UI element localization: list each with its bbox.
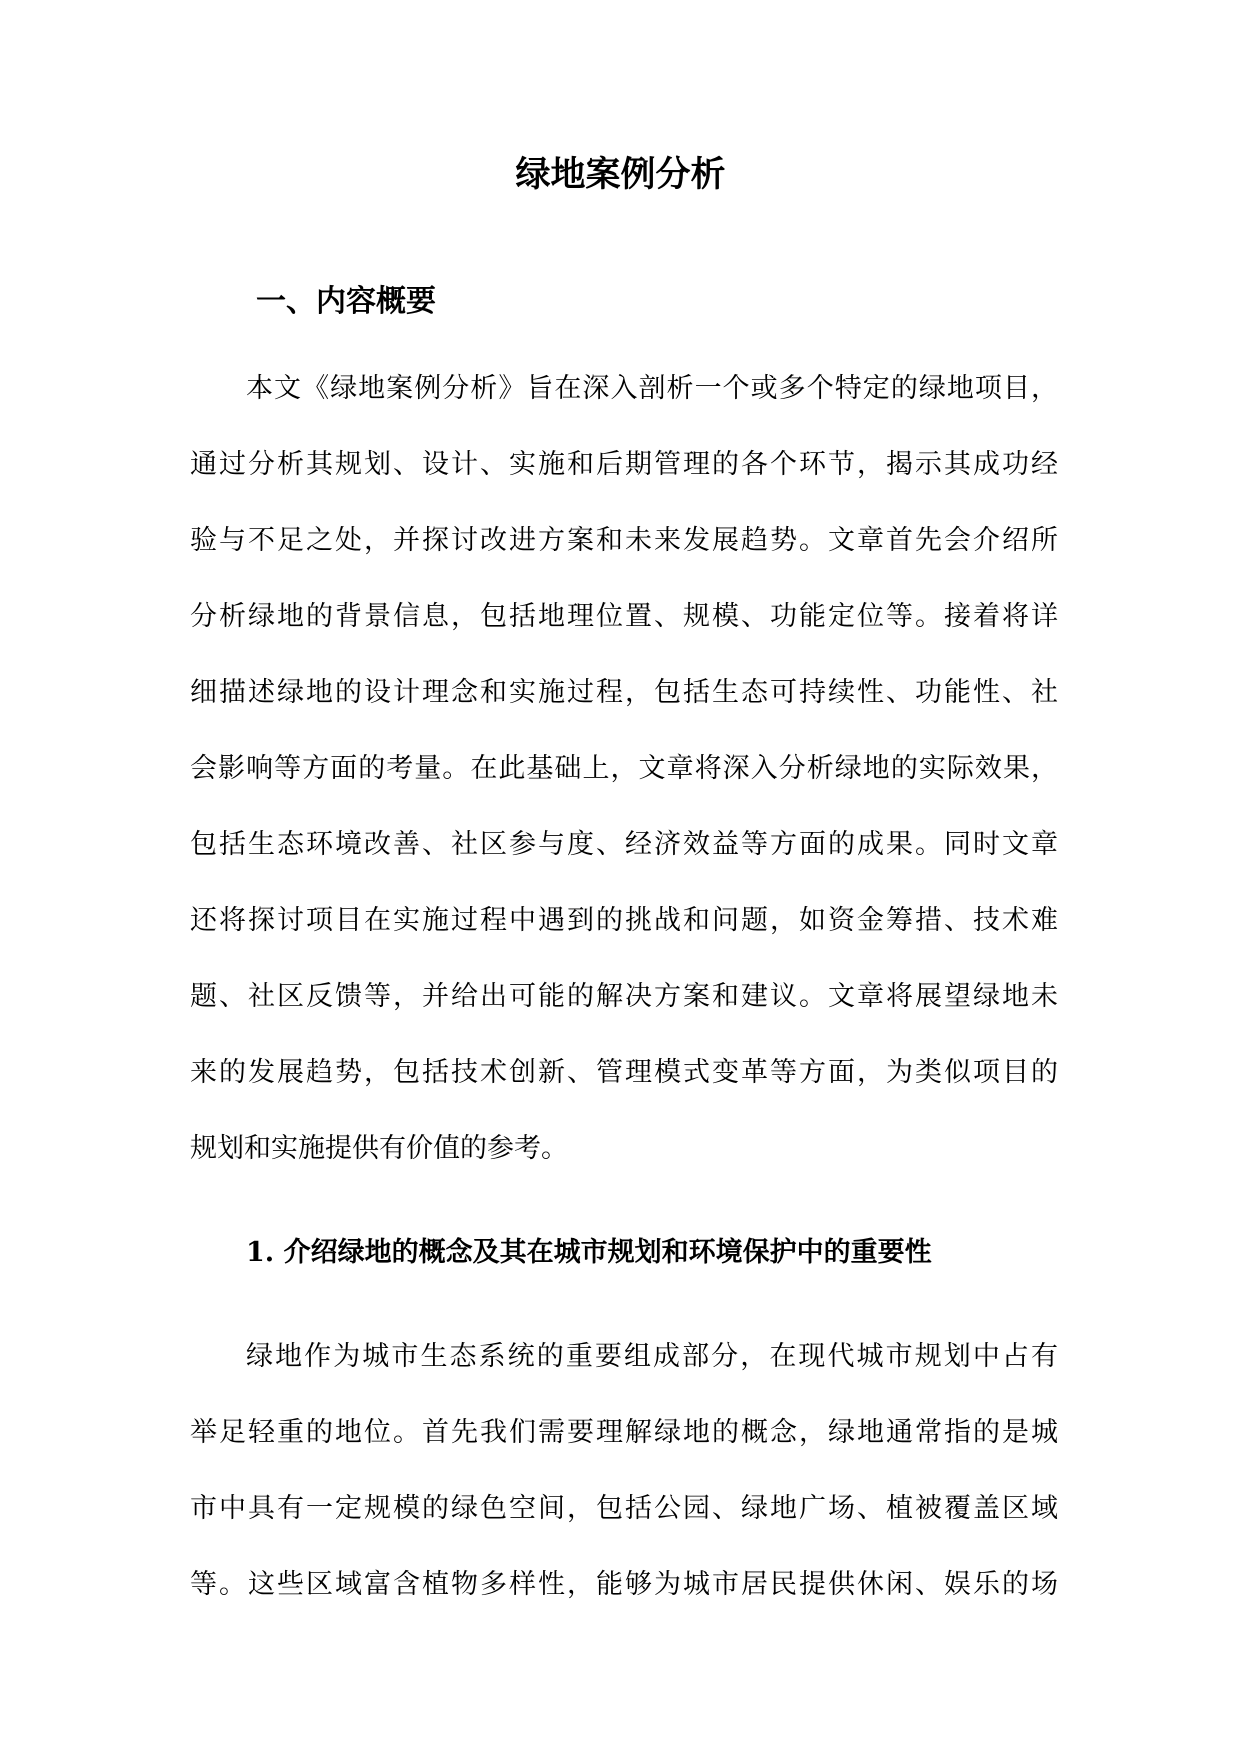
- paragraph-line: 规划和实施提供有价值的参考。: [190, 1133, 568, 1164]
- paragraph-line: 绿地作为城市生态系统的重要组成部分，在现代城市规划中占有: [246, 1341, 1058, 1372]
- paragraph-line: 会影响等方面的考量。在此基础上，文章将深入分析绿地的实际效果，: [190, 753, 1058, 784]
- paragraph-line: 细描述绿地的设计理念和实施过程，包括生态可持续性、功能性、社: [190, 677, 1058, 708]
- concept-paragraph: [190, 1319, 1058, 1623]
- section-heading-summary: 一、内容概要: [256, 284, 436, 319]
- paragraph-line: 来的发展趋势，包括技术创新、管理模式变革等方面，为类似项目的: [190, 1057, 1058, 1088]
- subsection-heading-concept: 1. 介绍绿地的概念及其在城市规划和环境保护中的重要性: [246, 1237, 932, 1268]
- paragraph-line: 题、社区反馈等，并给出可能的解决方案和建议。文章将展望绿地未: [190, 981, 1058, 1012]
- paragraph-line: 通过分析其规划、设计、实施和后期管理的各个环节，揭示其成功经: [190, 449, 1058, 480]
- document-title: 绿地案例分析: [515, 154, 726, 195]
- paragraph-line: 等。这些区域富含植物多样性，能够为城市居民提供休闲、娱乐的场: [190, 1569, 1058, 1600]
- paragraph-line: 包括生态环境改善、社区参与度、经济效益等方面的成果。同时文章: [190, 829, 1058, 860]
- summary-paragraph: [190, 351, 1058, 1187]
- paragraph-line: 市中具有一定规模的绿色空间，包括公园、绿地广场、植被覆盖区域: [190, 1493, 1058, 1524]
- paragraph-line: 验与不足之处，并探讨改进方案和未来发展趋势。文章首先会介绍所: [190, 525, 1058, 556]
- paragraph-line: 本文《绿地案例分析》旨在深入剖析一个或多个特定的绿地项目，: [246, 373, 1058, 404]
- paragraph-line: 分析绿地的背景信息，包括地理位置、规模、功能定位等。接着将详: [190, 601, 1058, 632]
- paragraph-line: 举足轻重的地位。首先我们需要理解绿地的概念，绿地通常指的是城: [190, 1417, 1058, 1448]
- paragraph-line: 还将探讨项目在实施过程中遇到的挑战和问题，如资金筹措、技术难: [190, 905, 1058, 936]
